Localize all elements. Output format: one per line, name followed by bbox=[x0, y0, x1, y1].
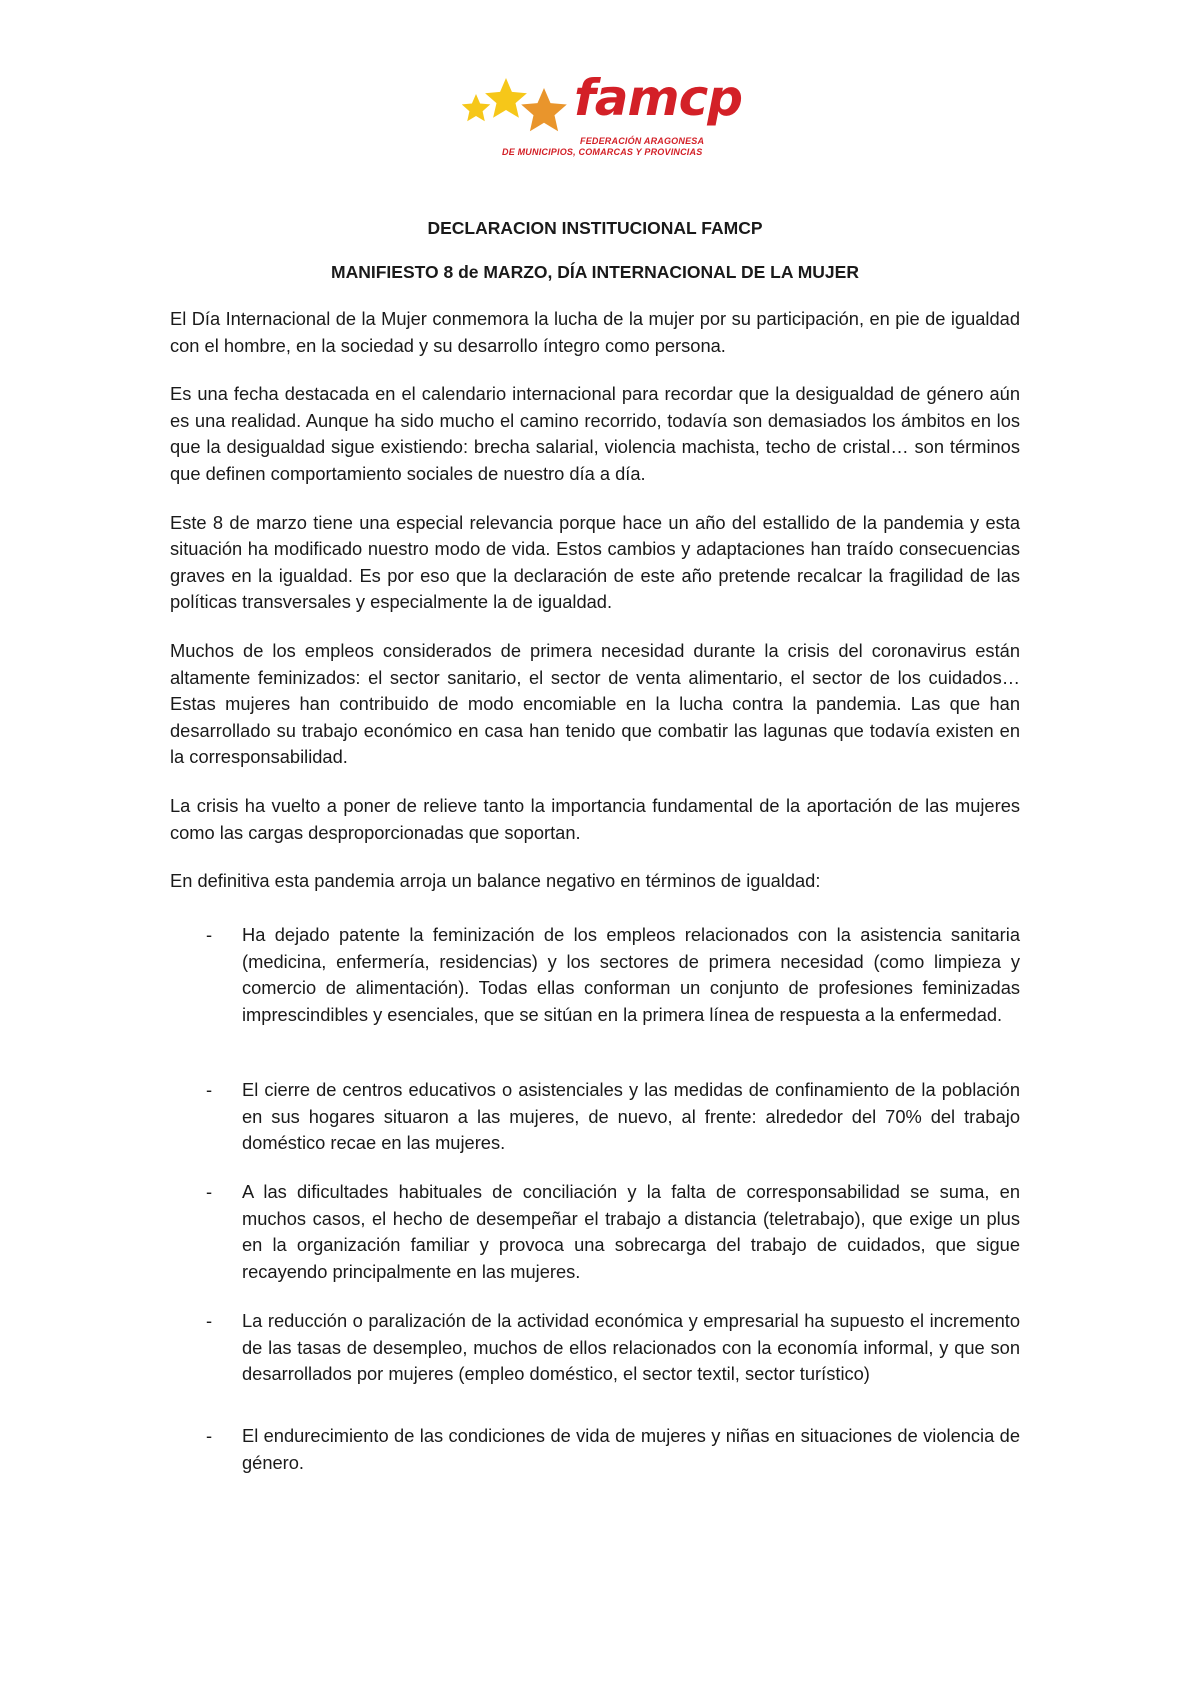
logo-subtitle-line2: DE MUNICIPIOS, COMARCAS Y PROVINCIAS bbox=[502, 147, 703, 157]
document-subtitle: MANIFIESTO 8 de MARZO, DÍA INTERNACIONAL DE LA MUJER bbox=[331, 262, 859, 282]
logo-wordmark: famcp bbox=[574, 69, 743, 127]
paragraph: Es una fecha destacada en el calendario internacional para recordar que la desigualdad de género aún es una realidad. Aunque ha sido mucho el camino recorrido, todavía son demasiados los ámbitos en los que la desigualdad sigue existiendo: brecha salarial, violencia machista, techo de cristal… son términos que definen comportamiento sociales de nuestro día a día. bbox=[170, 383, 1020, 484]
bullet-text: La reducción o paralización de la actividad económica y empresarial ha supuesto el incremento de las tasas de desempleo, muchos de ellos relacionados con la economía informal, y que son desarrollados por mujeres (empleo doméstico, el sector textil, sector turístico) bbox=[242, 1310, 1020, 1385]
paragraph: El Día Internacional de la Mujer conmemora la lucha de la mujer por su participación, en pie de igualdad con el hombre, en la sociedad y su desarrollo íntegro como persona. bbox=[170, 308, 1020, 356]
bullet-dash: - bbox=[206, 1310, 213, 1331]
paragraph: La crisis ha vuelto a poner de relieve tanto la importancia fundamental de la aportación de las mujeres como las cargas desproporcionadas que soportan. bbox=[170, 794, 1020, 843]
logo-subtitle-line1: FEDERACIÓN ARAGONESA bbox=[580, 136, 705, 146]
bullet-text: A las dificultades habituales de conciliación y la falta de corresponsabilidad se suma, en muchos casos, el hecho de desempeñar el trabajo a distancia (teletrabajo), que exige un plus en la organización familiar y provoca una sobrecarga del trabajo de cuidados, que sigue recayendo principalmente en las mujeres. bbox=[242, 1181, 1020, 1282]
bullet-dash: - bbox=[206, 1181, 213, 1202]
bullet-dash: - bbox=[206, 924, 213, 945]
paragraph: Muchos de los empleos considerados de primera necesidad durante la crisis del coronavirus están altamente feminizados: el sector sanitario, el sector de venta alimentario, el sector de los cuidados… Estas mujeres han contribuido de modo encomiable en la lucha contra la pandemia. Las que han desarrollado su trabajo económico en casa han tenido que combatir las lagunas que todavía existen en la corresponsabilidad. bbox=[170, 639, 1020, 768]
famcp-logo bbox=[462, 69, 743, 160]
body-paragraphs bbox=[170, 306, 1020, 917]
bullet-dash: - bbox=[206, 1079, 213, 1100]
paragraph: En definitiva esta pandemia arroja un balance negativo en términos de igualdad: bbox=[170, 870, 821, 892]
bullet-text: El cierre de centros educativos o asistenciales y las medidas de confinamiento de la población en sus hogares situaron a las mujeres, de nuevo, al frente: alrededor del 70% del trabajo doméstico recae en las mujeres. bbox=[242, 1079, 1020, 1154]
bullet-text: Ha dejado patente la feminización de los empleos relacionados con la asistencia sanitaria (medicina, enfermería, residencias) y los sectores de primera necesidad (como limpieza y comercio de alimentación). Todas ellas conforman un conjunto de profesiones feminizadas imprescindibles y esenciales, que se sitúan en la primera línea de respuesta a la enfermedad. bbox=[242, 924, 1020, 1025]
yellow-star-large-icon bbox=[485, 78, 527, 118]
yellow-star-icon bbox=[462, 94, 490, 121]
bullet-dash: - bbox=[206, 1425, 213, 1446]
orange-star-icon bbox=[521, 88, 567, 131]
stars-icon bbox=[462, 74, 574, 144]
paragraph: Este 8 de marzo tiene una especial relevancia porque hace un año del estallido de la pandemia y esta situación ha modificado nuestro modo de vida. Estos cambios y adaptaciones han traído consecuencias graves en la igualdad. Es por eso que la declaración de este año pretende recalcar la fragilidad de las políticas transversales y especialmente la de igualdad. bbox=[170, 511, 1020, 613]
bullet-text: El endurecimiento de las condiciones de vida de mujeres y niñas en situaciones de violencia de género. bbox=[242, 1425, 1020, 1473]
document-title: DECLARACION INSTITUCIONAL FAMCP bbox=[427, 218, 763, 238]
